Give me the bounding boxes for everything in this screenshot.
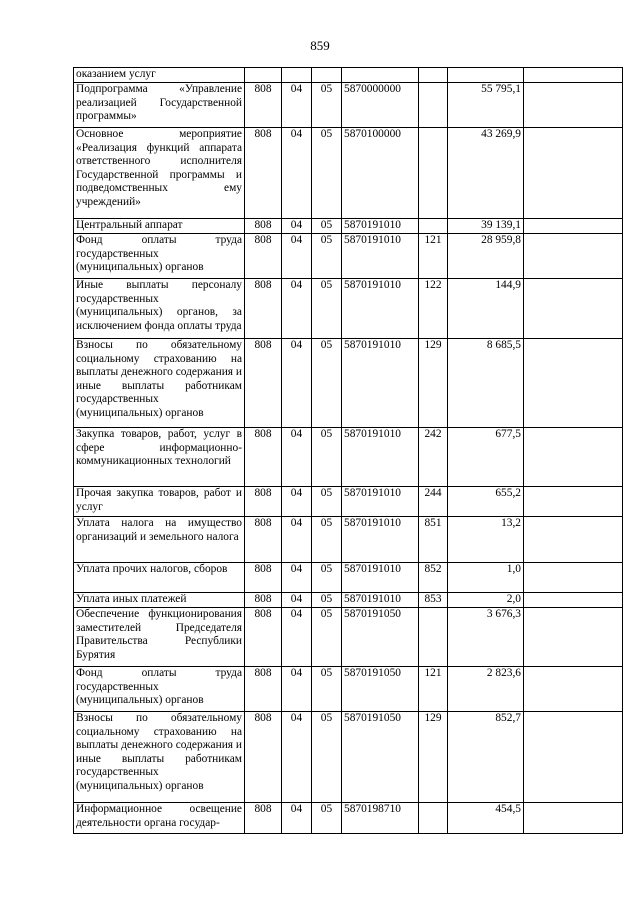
- cell-amount: 852,7: [448, 712, 524, 803]
- cell-subsection: 05: [312, 128, 342, 219]
- page-number: 859: [310, 38, 330, 53]
- cell-extra: [524, 219, 623, 234]
- cell-name: Взносы по обязательному социальному страхованию на выплаты денежного содержания и иные выплаты работникам государственных (муниципальных) органов: [74, 712, 245, 803]
- cell-section: 04: [282, 608, 312, 667]
- cell-subsection: 05: [312, 563, 342, 593]
- cell-target-article: 5870100000: [342, 128, 419, 219]
- cell-name: Взносы по обязательному социальному страхованию на выплаты денежного содержания и иные выплаты работникам государственных (муниципальных) органов: [74, 339, 245, 428]
- cell-section: 04: [282, 234, 312, 279]
- cell-amount: [448, 68, 524, 83]
- cell-name: Основное мероприятие «Реализация функций аппарата ответственного исполнителя Государственной программы и подведомственных ему учреждений»: [74, 128, 245, 219]
- cell-name: Обеспечение функционирования заместителей Председателя Правительства Республики Бурятия: [74, 608, 245, 667]
- cell-expense-type: 851: [419, 517, 448, 563]
- cell-subsection: 05: [312, 219, 342, 234]
- cell-section: 04: [282, 279, 312, 339]
- table-row: [74, 428, 623, 487]
- table-row: [74, 339, 623, 428]
- cell-subsection: 05: [312, 803, 342, 834]
- cell-target-article: 5870191010: [342, 279, 419, 339]
- cell-expense-type: 121: [419, 667, 448, 712]
- cell-target-article: 5870191010: [342, 428, 419, 487]
- table-row: [74, 593, 623, 608]
- cell-section: 04: [282, 712, 312, 803]
- cell-name: Информационное освещение деятельности органа государ-: [74, 803, 245, 834]
- cell-subsection: 05: [312, 279, 342, 339]
- cell-extra: [524, 68, 623, 83]
- cell-name: Прочая закупка товаров, работ и услуг: [74, 487, 245, 517]
- table-body: [74, 68, 623, 834]
- cell-target-article: 5870191010: [342, 234, 419, 279]
- cell-amount: 8 685,5: [448, 339, 524, 428]
- cell-expense-type: 121: [419, 234, 448, 279]
- cell-name: Фонд оплаты труда государственных (муниципальных) органов: [74, 667, 245, 712]
- table-row: [74, 279, 623, 339]
- cell-extra: [524, 234, 623, 279]
- cell-subsection: 05: [312, 517, 342, 563]
- cell-extra: [524, 803, 623, 834]
- table-row: [74, 517, 623, 563]
- cell-ministry: 808: [245, 608, 282, 667]
- cell-ministry: [245, 68, 282, 83]
- cell-subsection: 05: [312, 667, 342, 712]
- cell-target-article: 5870191010: [342, 593, 419, 608]
- cell-section: 04: [282, 517, 312, 563]
- table-row: [74, 68, 623, 83]
- cell-ministry: 808: [245, 667, 282, 712]
- table-row: [74, 712, 623, 803]
- cell-target-article: 5870191010: [342, 517, 419, 563]
- cell-target-article: 5870198710: [342, 803, 419, 834]
- cell-name: Центральный аппарат: [74, 219, 245, 234]
- cell-section: 04: [282, 667, 312, 712]
- cell-extra: [524, 428, 623, 487]
- cell-name: Подпрограмма «Управление реализацией Государственной программы»: [74, 83, 245, 128]
- cell-extra: [524, 608, 623, 667]
- cell-expense-type: [419, 219, 448, 234]
- cell-section: 04: [282, 803, 312, 834]
- cell-expense-type: [419, 68, 448, 83]
- cell-section: 04: [282, 128, 312, 219]
- cell-extra: [524, 563, 623, 593]
- cell-section: [282, 68, 312, 83]
- cell-expense-type: 244: [419, 487, 448, 517]
- cell-ministry: 808: [245, 219, 282, 234]
- cell-amount: 55 795,1: [448, 83, 524, 128]
- cell-extra: [524, 667, 623, 712]
- cell-target-article: 5870191050: [342, 667, 419, 712]
- cell-section: 04: [282, 339, 312, 428]
- cell-amount: 28 959,8: [448, 234, 524, 279]
- cell-subsection: 05: [312, 712, 342, 803]
- budget-table: [73, 67, 623, 834]
- cell-target-article: 5870000000: [342, 83, 419, 128]
- cell-target-article: 5870191010: [342, 219, 419, 234]
- cell-section: 04: [282, 219, 312, 234]
- cell-name: Фонд оплаты труда государственных (муниципальных) органов: [74, 234, 245, 279]
- cell-expense-type: [419, 803, 448, 834]
- table-row: [74, 234, 623, 279]
- cell-subsection: 05: [312, 234, 342, 279]
- table-row: [74, 563, 623, 593]
- cell-target-article: [342, 68, 419, 83]
- cell-section: 04: [282, 83, 312, 128]
- cell-expense-type: [419, 128, 448, 219]
- cell-amount: 3 676,3: [448, 608, 524, 667]
- cell-amount: 1,0: [448, 563, 524, 593]
- cell-extra: [524, 279, 623, 339]
- cell-extra: [524, 487, 623, 517]
- cell-name: Иные выплаты персоналу государственных (муниципальных) органов, за исключением фонда оплаты труда: [74, 279, 245, 339]
- cell-subsection: 05: [312, 593, 342, 608]
- cell-amount: 43 269,9: [448, 128, 524, 219]
- cell-ministry: 808: [245, 487, 282, 517]
- cell-ministry: 808: [245, 803, 282, 834]
- cell-extra: [524, 593, 623, 608]
- table-row: [74, 608, 623, 667]
- table-row: [74, 487, 623, 517]
- cell-name: Уплата налога на имущество организаций и земельного налога: [74, 517, 245, 563]
- cell-ministry: 808: [245, 593, 282, 608]
- cell-ministry: 808: [245, 563, 282, 593]
- cell-ministry: 808: [245, 83, 282, 128]
- cell-ministry: 808: [245, 339, 282, 428]
- cell-subsection: 05: [312, 83, 342, 128]
- cell-amount: 454,5: [448, 803, 524, 834]
- cell-name: Уплата прочих налогов, сборов: [74, 563, 245, 593]
- table-row: [74, 667, 623, 712]
- cell-subsection: 05: [312, 339, 342, 428]
- cell-expense-type: 242: [419, 428, 448, 487]
- cell-extra: [524, 128, 623, 219]
- cell-amount: 677,5: [448, 428, 524, 487]
- cell-target-article: 5870191010: [342, 563, 419, 593]
- cell-expense-type: [419, 83, 448, 128]
- cell-name: Закупка товаров, работ, услуг в сфере информационно-коммуникационных технологий: [74, 428, 245, 487]
- table-row: [74, 128, 623, 219]
- cell-ministry: 808: [245, 712, 282, 803]
- cell-ministry: 808: [245, 517, 282, 563]
- cell-amount: 655,2: [448, 487, 524, 517]
- cell-target-article: 5870191050: [342, 608, 419, 667]
- cell-extra: [524, 83, 623, 128]
- cell-ministry: 808: [245, 234, 282, 279]
- cell-subsection: 05: [312, 428, 342, 487]
- cell-name: оказанием услуг: [74, 68, 245, 83]
- cell-section: 04: [282, 487, 312, 517]
- cell-name: Уплата иных платежей: [74, 593, 245, 608]
- table-row: [74, 219, 623, 234]
- cell-amount: 144,9: [448, 279, 524, 339]
- cell-target-article: 5870191010: [342, 487, 419, 517]
- cell-subsection: [312, 68, 342, 83]
- cell-amount: 13,2: [448, 517, 524, 563]
- cell-expense-type: 853: [419, 593, 448, 608]
- cell-amount: 2 823,6: [448, 667, 524, 712]
- table-row: [74, 803, 623, 834]
- cell-target-article: 5870191050: [342, 712, 419, 803]
- cell-ministry: 808: [245, 128, 282, 219]
- cell-extra: [524, 339, 623, 428]
- cell-target-article: 5870191010: [342, 339, 419, 428]
- cell-expense-type: 129: [419, 712, 448, 803]
- cell-amount: 2,0: [448, 593, 524, 608]
- cell-amount: 39 139,1: [448, 219, 524, 234]
- cell-expense-type: 852: [419, 563, 448, 593]
- cell-expense-type: [419, 608, 448, 667]
- cell-subsection: 05: [312, 608, 342, 667]
- cell-extra: [524, 517, 623, 563]
- table-row: [74, 83, 623, 128]
- cell-expense-type: 129: [419, 339, 448, 428]
- cell-ministry: 808: [245, 428, 282, 487]
- cell-expense-type: 122: [419, 279, 448, 339]
- cell-subsection: 05: [312, 487, 342, 517]
- cell-section: 04: [282, 428, 312, 487]
- cell-extra: [524, 712, 623, 803]
- cell-section: 04: [282, 563, 312, 593]
- cell-section: 04: [282, 593, 312, 608]
- cell-ministry: 808: [245, 279, 282, 339]
